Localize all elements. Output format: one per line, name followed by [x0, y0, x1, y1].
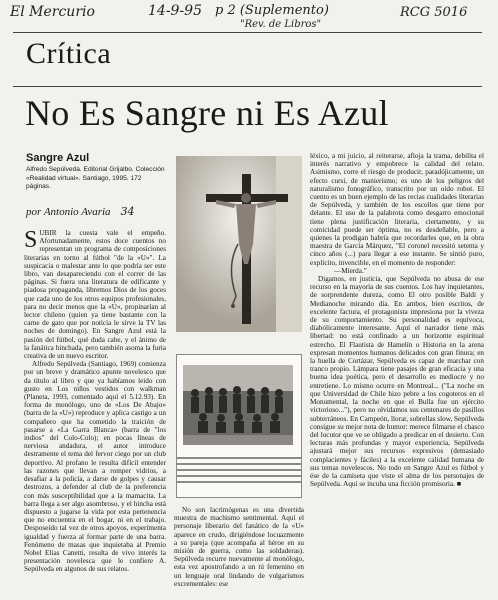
team-photo-image	[183, 365, 293, 445]
photo-caption-stripe	[177, 481, 301, 483]
drop-cap: S	[24, 229, 38, 253]
book-info: Alfredo Sepúlveda. Editorial Grijalbo. Colección «Realidad virtual». Santiago, 1995. 172 páginas.	[26, 166, 165, 190]
page-annotation: p 2 (Suplemento)	[215, 3, 329, 18]
supplement-annotation: "Rev. de Libros"	[240, 19, 322, 30]
byline-mark: 34	[120, 205, 135, 218]
photo-caption-stripe	[177, 457, 301, 459]
book-title: Sangre Azul	[26, 152, 90, 164]
headline: No Es Sangre ni Es Azul	[25, 93, 389, 133]
column-3-paragraph-3: Digamos, en justicia, que Sepúlveda no abusa de ese recurso en la mayoría de sus cuentos. Los hay inquietantes, de sorprendente dureza, como El otro posible Baldi y Medianoche mirando día. En ambos, bien escritos, de excelente factura, el protagonista impresiona por la viveza de su comportamiento. Su personalidad es equívoca, diabólicamente interesante. Aquí el narrador tiene más libertad: no está confinado a un horizonte espiritual estrecho. El Flautista de Hamelín o Historia en la arena expresan momentos humanos delicados con gran finura; en la huella de Cortázar, Sepúlveda es capaz de marchar con tranco propio. Lámpara tiene pasajes de gran eficacia y una buena idea poética, pero el desarrollo es mediocre y no entretiene. Lo mismo ocurre en Montreal... ("La noche en que Universidad de Chile hizo pebre a los cogoteros en el Monumental, la noche en que el Bulla fue un ejército victorioso..."), pero no olvidamos sus centenares de pasillos subterráneos. En Campeón, llorar, sobrellas slow, Sepúlveda consigue su mejor nota de humor: merece filmarse el chasco del locutor que ve se obligado a predicar en el desierto. Con lecturas más profundas y mayor experiencia, Sepúlveda ajustará mejor sus recursos expresivos (demasiado complacientes y fáciles) a la excelente calidad humana de sus temas novelescos. No todo en Sangre Azul es fútbol y ése de la camiseta que viste el alma de los personajes de Sepúlveda. Aquí se incuba una ficción promisoria. ■	[310, 275, 484, 489]
column-1-paragraph-2: Alfredo Sepúlveda (Santiago, 1969) comienza por un breve y dramático apunte novelesco que da título al libro y que ya habíamos leído con gusto en Los niños vestidos con walkman (Planeta, 1993, comentado aquí el 5.12.93). En forma de monólogo, uno de «Los De Abajo» (barra de la «U») reproduce y aplica castigo a un compañero que ha cometido la traición de pasarse a «La Garra Blanca» (barra de "los indios" del Colo-Colo); en pocas líneas de nerviosa andadura, el autor introduce destramente el tema del fervor ciego por un club deportivo. Al profano le resulta difícil entender las razones que llevan a romper vidrios, a desafiar a la policía, a darse de golpes y causar destrozos, a defender al club de la preferencia con más susceptibilidad que a la mamacita. La barra llega a ser algo asombroso, y el hincha está dispuesto a jugarse la vida por esta pertenencia que no encuentra en el hogar, ni en el trabajo. Desposeído tal vez de otros apoyos, experimenta igualdad y fuerza al formar parte de una barra. Fenómeno de masas que inquietaba al Premio Nobel Elias Canetti, resulta de vivo interés la presentación novelesca que le confiere A. Sepúlveda en algunos de sus relatos.	[24, 360, 166, 574]
date-annotation: 14-9-95	[148, 3, 202, 19]
crucifix-photo	[176, 156, 302, 332]
archive-code: RCG 5016	[400, 5, 468, 20]
photo-caption-stripe	[177, 469, 301, 471]
team-photo	[176, 354, 302, 498]
top-rule	[13, 32, 482, 33]
column-3	[310, 152, 484, 592]
column-3-paragraph-2: —Mierda."	[334, 266, 367, 275]
photo-caption-stripe	[177, 463, 301, 465]
column-3-paragraph-1: léxico, a mi juicio, al reiterarse, afloja la trama, debilita el interés narrativo y empobrece la calidad del relato. Asimismo, corre el riesgo de producir, paradójicamente, un efecto cursi, de manierismo; es uno de los peligros del naturalismo fonográfico, transcrito por un oído robot. El cuento es un buen ejemplo de las recias cualidades literarias de Sepúlveda, y también de los escollos que tiene por delante. El uso de la palabrota como desgarro emocional tiene plena justificación literaria, ciertamente, y su comicidad puede ser óptima, no es desdeñable, pero a quienes la prodigan habría que recordarles que, en la obra maestra de García Márquez, "El coronel necesitó setenta y cinco años (...) para llegar a ese instante. Se sintió puro, explícito, invencible, en el momento de responder:	[310, 152, 484, 267]
team-players	[183, 365, 293, 445]
byline	[26, 205, 135, 218]
section-title: Crítica	[26, 37, 112, 70]
section-rule	[13, 86, 482, 87]
column-1-paragraph-1: UBIR la cuesta vale el empeño. Afortunadamente, estos doce cuentos no representan un programa de composiciones literarias en torno al fútbol "de la «U»". La suspicacia o malestar ante lo que podría ser este libro, van desapareciendo con el correr de las páginas. Si fuera una literatura de edificante y piadosa propaganda, libremos Dios de los goces que cada uno de los otros equipos profesionales, para no decir menos que la «U», propinarían al lector chileno (quien ya tiene bastante con la carne de gato que por noticia le sirve la TV las noches de domingo). En Sangre Azul está la pasión del fútbol, qué duda cabe, y el ánimo de la fanática hinchada, pero también asoma la furia creativa de un nuevo escritor.	[24, 229, 166, 361]
column-2-paragraph-1: No son lacrimógenas es una divertida muestra de machismo sentimental. Aquí el personaje liberario del fanático de la «U» aparece en crudo, dirigiéndose locuazmente a su pareja (que acompaña al héroe en su misión de guerra, como las soldaderas). Sepúlveda recurre nuevamente al monólogo, esta vez apostrofando a un tú femenino en un lenguaje oral lindando de vulgarismos excrementales: ese	[174, 506, 304, 588]
crucifix-illustration	[176, 156, 302, 332]
photo-caption-stripe	[177, 475, 301, 477]
newspaper-annotation: El Mercurio	[10, 4, 95, 20]
column-2	[174, 506, 304, 590]
column-1	[24, 229, 166, 586]
byline-text: por Antonio Avaria	[26, 206, 111, 218]
